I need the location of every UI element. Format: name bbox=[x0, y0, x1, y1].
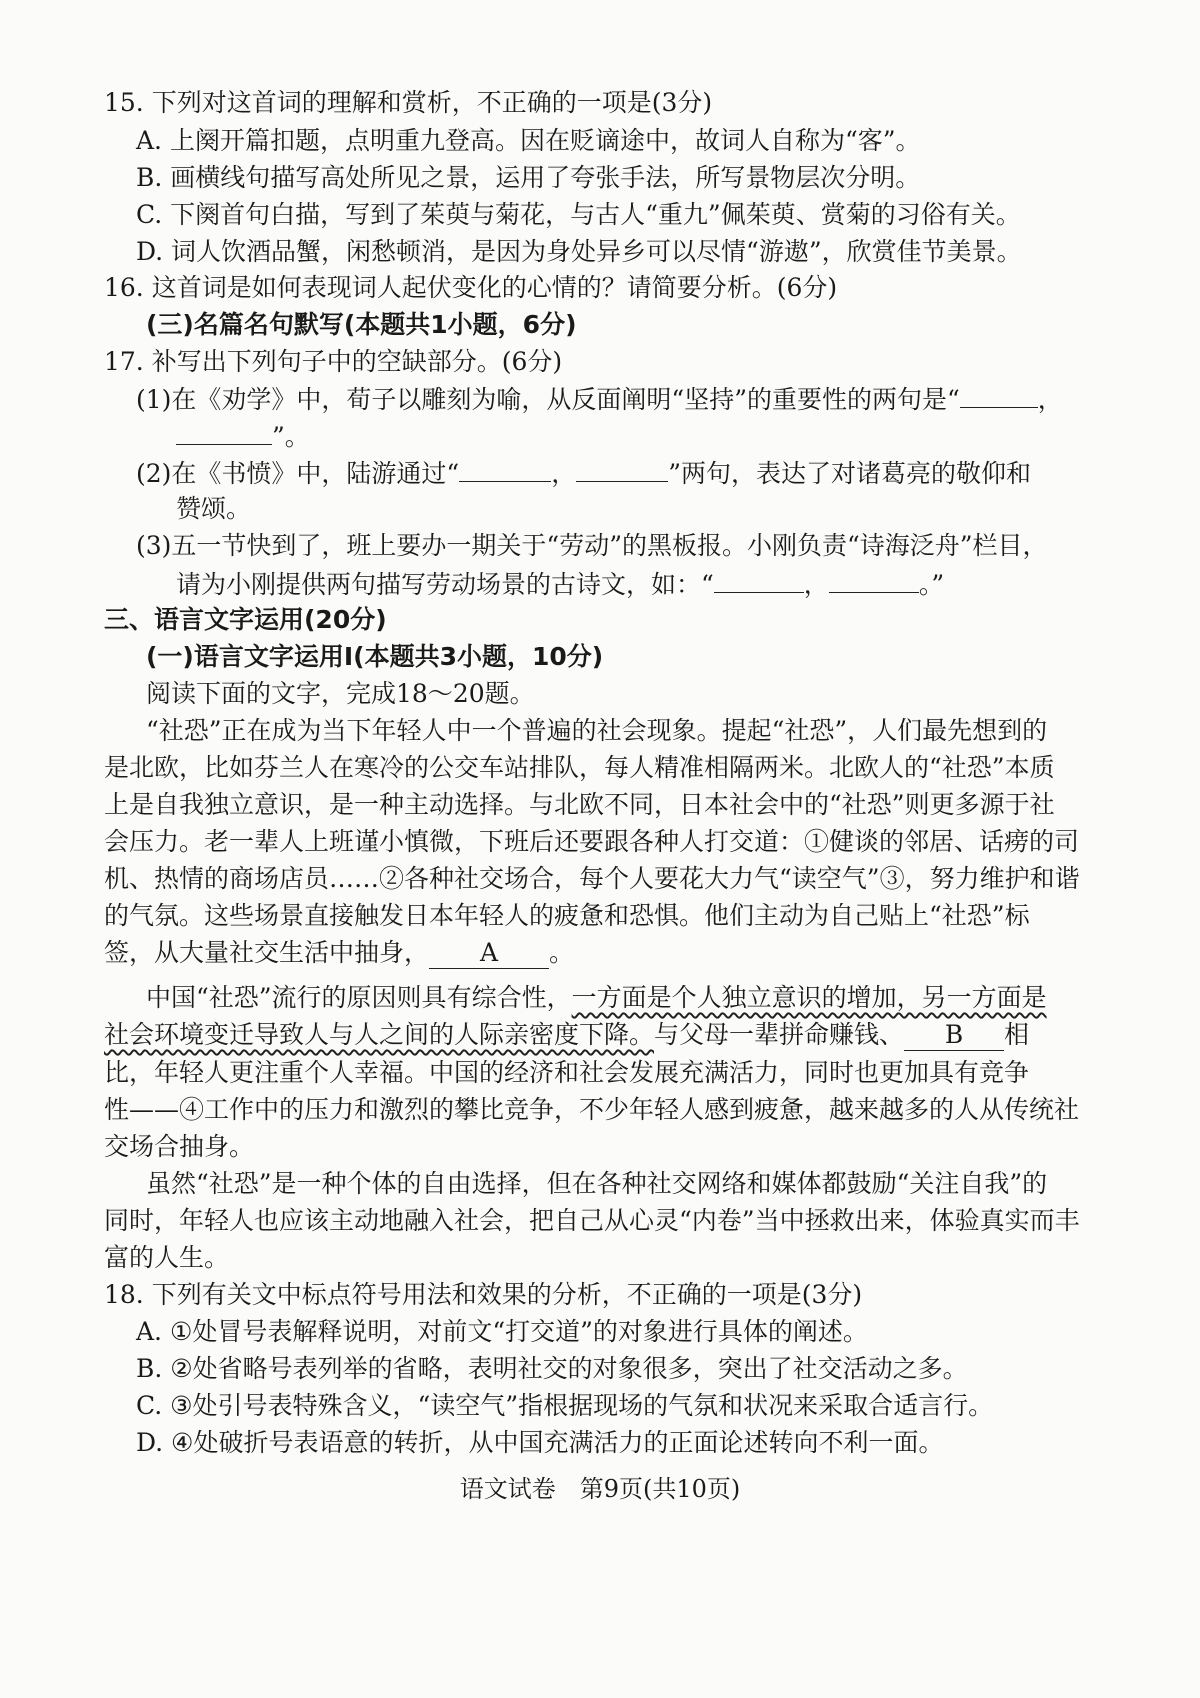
q17-part2-comma: ， bbox=[551, 459, 577, 488]
q17-part2-line2: 赞颂。 bbox=[176, 494, 252, 523]
passage-line-with-blank-a bbox=[104, 938, 574, 969]
q17-part2-text: (2)在《书愤》中，陆游通过“ bbox=[136, 459, 460, 488]
reading-instruction: 阅读下面的文字，完成18～20题。 bbox=[146, 679, 535, 708]
q17-stem: 17. 补写出下列句子中的空缺部分。(6分) bbox=[104, 347, 563, 376]
blank-a[interactable]: A bbox=[429, 938, 549, 969]
q17-part3-comma: ， bbox=[803, 570, 829, 599]
wavy-underlined-text: 一方面是个人独立意识的增加，另一方面是 bbox=[571, 983, 1047, 1012]
passage-line-wavy-2 bbox=[104, 1020, 1029, 1051]
q17-part3-text: 请为小刚提供两句描写劳动场景的古诗文，如：“ bbox=[176, 570, 714, 599]
q17-blank-6[interactable] bbox=[829, 568, 919, 593]
passage-text: 与父母一辈拼命赚钱、 bbox=[654, 1020, 905, 1049]
q17-part2-rest: ”两句，表达了对诸葛亮的敬仰和 bbox=[668, 459, 1032, 488]
part-3-sub-1-heading: (一)语言文字运用Ⅰ(本题共3小题，10分) bbox=[146, 642, 604, 671]
q18-option-b: B. ②处省略号表列举的省略，表明社交的对象很多，突出了社交活动之多。 bbox=[136, 1354, 968, 1383]
passage-line: 是北欧，比如芬兰人在寒冷的公交车站排队，每人精准相隔两米。北欧人的“社恐”本质 bbox=[104, 753, 1055, 782]
passage-line: 上是自我独立意识，是一种主动选择。与北欧不同，日本社会中的“社恐”则更多源于社 bbox=[104, 790, 1055, 819]
q17-blank-2[interactable] bbox=[176, 420, 272, 445]
passage-line: 同时，年轻人也应该主动地融入社会，把自己从心灵“内卷”当中拯救出来，体验真实而丰 bbox=[104, 1206, 1080, 1235]
q17-blank-3[interactable] bbox=[459, 457, 551, 482]
passage-line: 的气氛。这些场景直接触发日本年轻人的疲惫和恐惧。他们主动为自己贴上“社恐”标 bbox=[104, 901, 1030, 930]
q17-blank-4[interactable] bbox=[576, 457, 668, 482]
q18-option-c: C. ③处引号表特殊含义，“读空气”指根据现场的气氛和状况来采取合适言行。 bbox=[136, 1391, 994, 1420]
passage-line: 交场合抽身。 bbox=[104, 1132, 255, 1161]
part-3-heading: 三、语言文字运用(20分) bbox=[104, 605, 387, 634]
q17-part1-line2 bbox=[176, 420, 310, 452]
q17-part1-text: (1)在《劝学》中，荀子以雕刻为喻，从反面阐明“坚持”的重要性的两句是“ bbox=[136, 385, 960, 414]
passage-text: 。 bbox=[549, 938, 575, 967]
q18-option-a: A. ①处冒号表解释说明，对前文“打交道”的对象进行具体的阐述。 bbox=[136, 1317, 868, 1346]
section-3-subheading: (三)名篇名句默写(本题共1小题，6分) bbox=[146, 310, 577, 339]
passage-text: 中国“社恐”流行的原因则具有综合性， bbox=[146, 983, 572, 1012]
q15-stem: 15. 下列对这首词的理解和赏析，不正确的一项是(3分) bbox=[104, 88, 713, 117]
q17-part3-close: 。” bbox=[918, 570, 945, 599]
passage-line: 机、热情的商场店员……②各种社交场合，每个人要花大力气“读空气”③，努力维护和谐 bbox=[104, 864, 1080, 893]
q17-part2-line1 bbox=[136, 457, 1031, 489]
q17-part1-line1 bbox=[136, 383, 1063, 415]
q17-part3-line2 bbox=[176, 568, 944, 600]
passage-line: 会压力。老一辈人上班谨小慎微，下班后还要跟各种人打交道：①健谈的邻居、话痨的司 bbox=[104, 827, 1080, 856]
passage-line-wavy-1 bbox=[146, 983, 1047, 1013]
q15-option-b: B. 画横线句描写高处所见之景，运用了夸张手法，所写景物层次分明。 bbox=[136, 163, 921, 192]
blank-b[interactable]: B bbox=[904, 1020, 1004, 1051]
page-footer: 语文试卷 第9页(共10页) bbox=[459, 1475, 741, 1503]
q18-option-d: D. ④处破折号表语意的转折，从中国充满活力的正面论述转向不利一面。 bbox=[136, 1428, 944, 1457]
wavy-underlined-text: 社会环境变迁导致人与人之间的人际亲密度下降。 bbox=[104, 1020, 655, 1049]
passage-line: 比，年轻人更注重个人幸福。中国的经济和社会发展充满活力，同时也更加具有竞争 bbox=[104, 1058, 1030, 1087]
passage-text: 签，从大量社交生活中抽身， bbox=[104, 938, 430, 967]
q17-blank-1[interactable] bbox=[960, 383, 1038, 408]
passage-line: 性——④工作中的压力和激烈的攀比竞争，不少年轻人感到疲惫，越来越多的人从传统社 bbox=[104, 1095, 1080, 1124]
q15-option-c: C. 下阕首句白描，写到了茱萸与菊花，与古人“重九”佩茱萸、赏菊的习俗有关。 bbox=[136, 200, 1021, 229]
passage-line: 富的人生。 bbox=[104, 1243, 230, 1272]
q15-option-a: A. 上阕开篇扣题，点明重九登高。因在贬谪途中，故词人自称为“客”。 bbox=[136, 126, 921, 155]
q17-part1-comma: ， bbox=[1037, 385, 1063, 414]
passage-line: “社恐”正在成为当下年轻人中一个普遍的社会现象。提起“社恐”，人们最先想到的 bbox=[146, 716, 1048, 745]
q17-part3-line1: (3)五一节快到了，班上要办一期关于“劳动”的黑板报。小刚负责“诗海泛舟”栏目， bbox=[136, 531, 1048, 560]
q17-blank-5[interactable] bbox=[714, 568, 804, 593]
q16-stem: 16. 这首词是如何表现词人起伏变化的心情的？请简要分析。(6分) bbox=[104, 273, 838, 302]
q17-part1-close: ”。 bbox=[272, 422, 310, 451]
passage-text: 相 bbox=[1004, 1020, 1030, 1049]
q15-option-d: D. 词人饮酒品蟹，闲愁顿消，是因为身处异乡可以尽情“游遨”，欣赏佳节美景。 bbox=[136, 237, 1022, 266]
q18-stem: 18. 下列有关文中标点符号用法和效果的分析，不正确的一项是(3分) bbox=[104, 1280, 863, 1309]
passage-line: 虽然“社恐”是一种个体的自由选择，但在各种社交网络和媒体都鼓励“关注自我”的 bbox=[146, 1169, 1048, 1198]
